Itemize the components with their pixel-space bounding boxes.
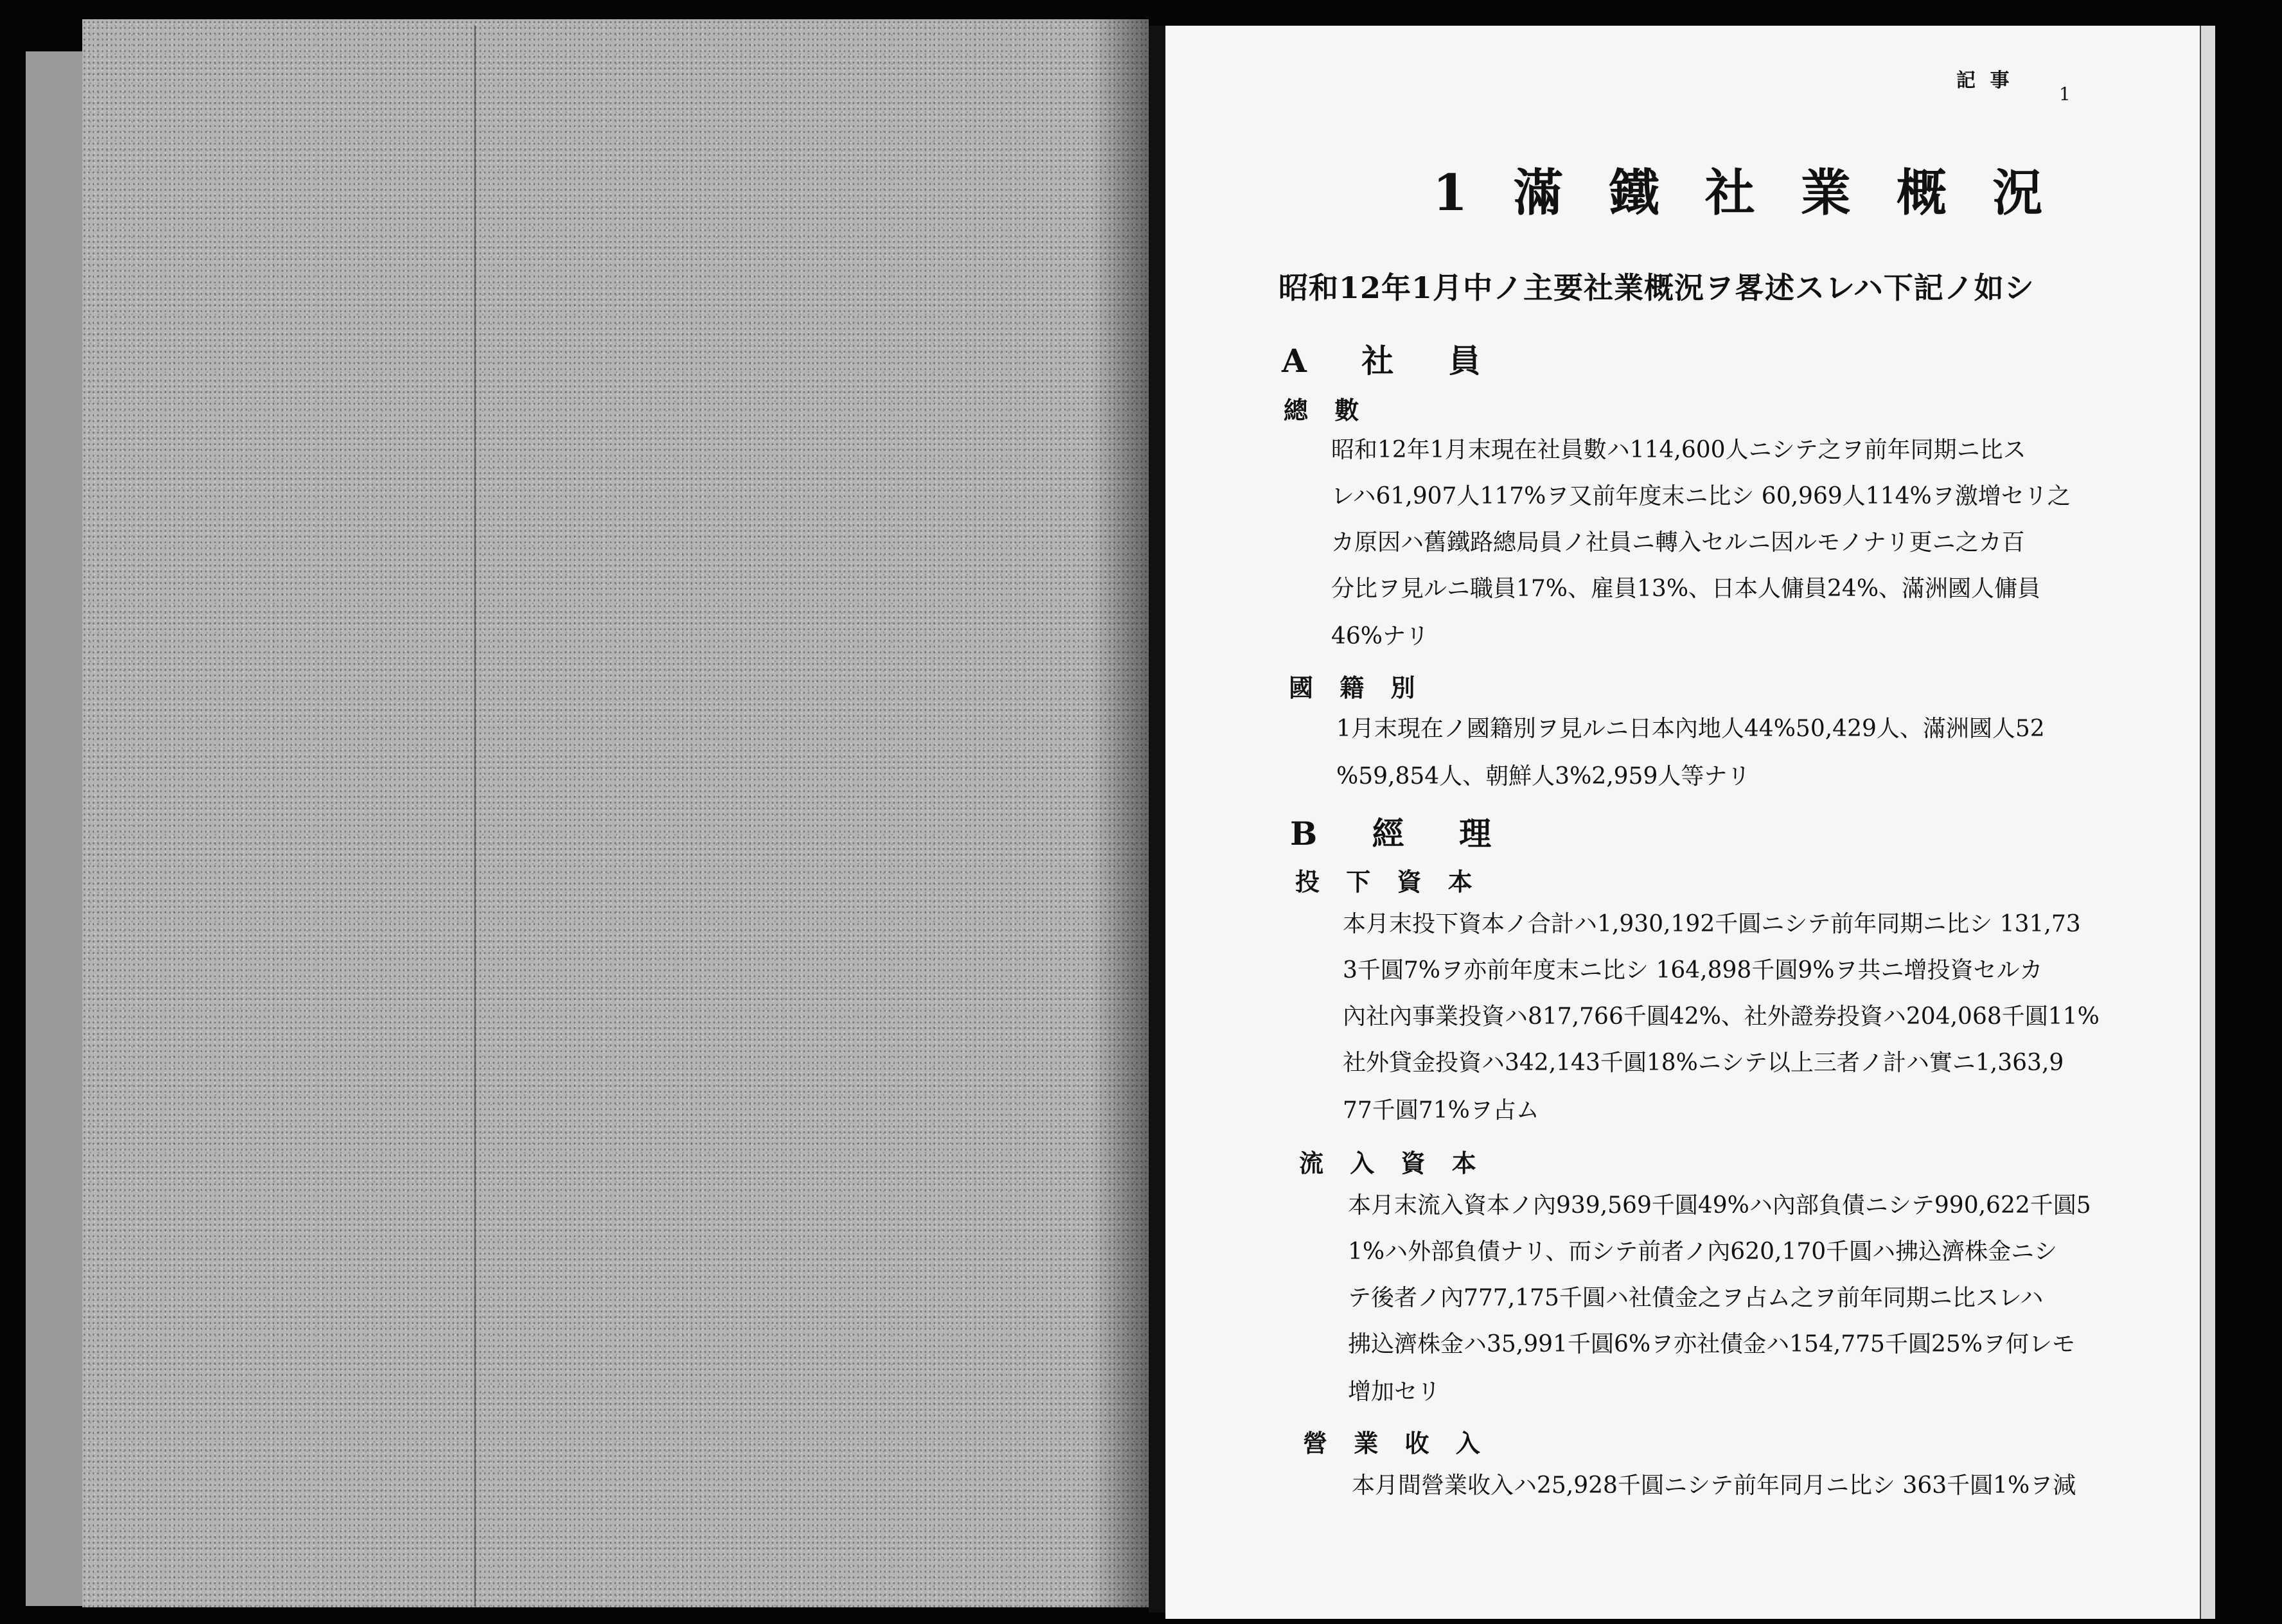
left-page-fold-line xyxy=(474,26,476,1606)
page-number: 1 xyxy=(2059,84,2071,105)
paragraph-line: カ原因ハ舊鐵路總局員ノ社員ニ轉入セルニ因ルモノナリ更ニ之カ百 xyxy=(1331,529,2025,556)
paragraph-line: レハ61,907人117%ヲ又前年度末ニ比シ 60,969人114%ヲ激增セリ之 xyxy=(1331,483,2071,509)
running-head: 記 事 xyxy=(1956,69,2013,92)
paragraph-line: 1月末現在ノ國籍別ヲ見ルニ日本內地人44%50,429人、滿洲國人52 xyxy=(1336,716,2045,742)
subsection-heading-operating-revenue: 營 業 收 入 xyxy=(1303,1429,1489,1458)
intro-line: 昭和12年1月中ノ主要社業概況ヲ畧述スレハ下記ノ如シ xyxy=(1278,270,2035,305)
paragraph-line: 本月末投下資本ノ合計ハ1,930,192千圓ニシテ前年同期ニ比シ 131,73 xyxy=(1343,911,2081,937)
paragraph-line: 77千圓71%ヲ占ム xyxy=(1343,1097,1539,1124)
paragraph-line: 增加セリ xyxy=(1348,1379,1441,1405)
paragraph-line: 社外貸金投資ハ342,143千圓18%ニシテ以上三者ノ計ハ實ニ1,363,9 xyxy=(1343,1050,2064,1076)
subsection-heading-inflow-capital: 流 入 資 本 xyxy=(1299,1149,1485,1178)
section-heading-b: B 經 理 xyxy=(1290,815,1514,852)
subsection-heading-total: 總 數 xyxy=(1284,396,1368,425)
right-page-edge xyxy=(2200,26,2215,1619)
subsection-heading-invested-capital: 投 下 資 本 xyxy=(1295,867,1482,896)
paragraph-line: 內社內事業投資ハ817,766千圓42%、社外證券投資ハ204,068千圓11% xyxy=(1343,1003,2100,1030)
paragraph-line: 拂込濟株金ハ35,991千圓6%ヲ亦社債金ハ154,775千圓25%ヲ何レモ xyxy=(1348,1331,2075,1357)
paragraph-line: テ後者ノ內777,175千圓ハ社債金之ヲ占ム之ヲ前年同期ニ比スレハ xyxy=(1348,1285,2044,1311)
paragraph-line: 分比ヲ見ルニ職員17%、雇員13%、日本人傭員24%、滿洲國人傭員 xyxy=(1331,576,2041,602)
paragraph-line: 1%ハ外部負債ナリ、而シテ前者ノ內620,170千圓ハ拂込濟株金ニシ xyxy=(1348,1239,2058,1265)
paragraph-line: 46%ナリ xyxy=(1331,623,1429,649)
paragraph-line: 本月間營業收入ハ25,928千圓ニシテ前年同月ニ比シ 363千圓1%ヲ減 xyxy=(1352,1472,2076,1499)
section-heading-a: A 社 員 xyxy=(1282,342,1503,380)
paragraph-line: %59,854人、朝鮮人3%2,959人等ナリ xyxy=(1336,763,1751,790)
paragraph-line: 昭和12年1月末現在社員數ハ114,600人ニシテ之ヲ前年同期ニ比ス xyxy=(1331,437,2026,463)
paragraph-line: 本月末流入資本ノ內939,569千圓49%ハ內部負債ニシテ990,622千圓5 xyxy=(1348,1192,2091,1219)
subsection-heading-nationality: 國 籍 別 xyxy=(1289,673,1424,702)
binding-shadow xyxy=(1092,19,1150,1607)
page-title: 1 滿 鐵 社 業 概 況 xyxy=(1433,164,2057,222)
book-gutter xyxy=(1149,26,1165,1612)
paragraph-line: 3千圓7%ヲ亦前年度末ニ比シ 164,898千圓9%ヲ共ニ增投資セルカ xyxy=(1343,957,2043,984)
left-blank-page xyxy=(82,19,1149,1607)
